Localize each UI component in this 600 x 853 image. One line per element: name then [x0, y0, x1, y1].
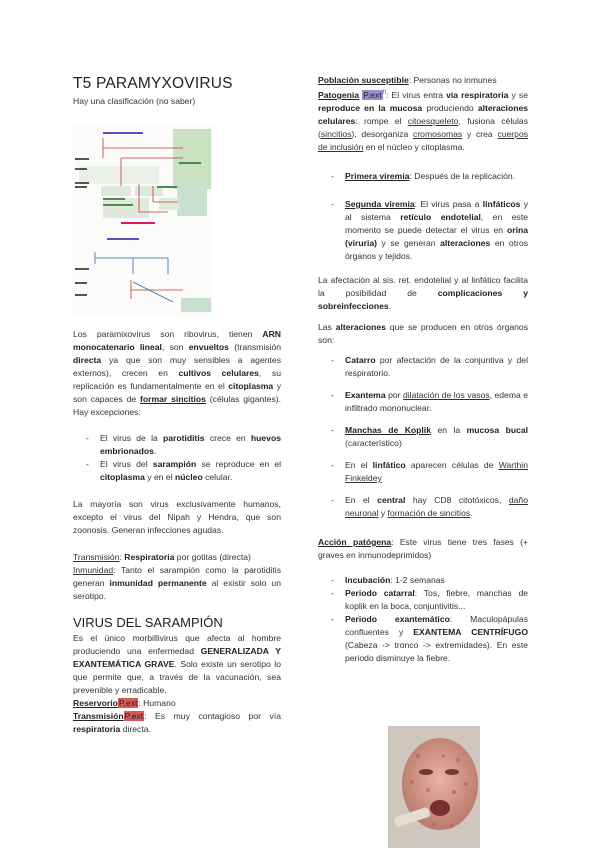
- list-item: - Manchas de Koplik en la mucosa bucal (característico): [318, 424, 528, 450]
- section-title-sarampion: VIRUS DEL SARAMPIÓN: [73, 615, 223, 630]
- list-item: - Exantema por dilatación de los vasos, edema e infiltrado mononuclear.: [318, 389, 528, 415]
- right-column: [318, 74, 528, 665]
- pext-tag: P.ext: [124, 711, 144, 721]
- sarampion-paragraph: Es el único morbillivirus que afecta al hombre produciendo una enfermedad GENERALIZADA Y EXANTEMÁTICA GRAVE. Solo existe un serotipo lo que permite que, a través de la vacunación, sea prevenible y erradicable.: [73, 633, 282, 695]
- classification-diagram: [73, 124, 213, 314]
- list-item: - Periodo exantemático: Maculopápulas confluentes y EXANTEMA CENTRÍFUGO (Cabeza -> tronco -> extremidades). En este periodo disminuye la fiebre.: [318, 613, 528, 665]
- transmision-line: Transmisión: Respiratoria por gotitas (directa): [73, 552, 251, 562]
- left-column: [73, 74, 281, 736]
- accion-patogena: Acción patógena: Este virus tiene tres fases (+ graves en inmunodeprimidos): [318, 536, 528, 560]
- poblacion-line: Población susceptible: Personas no inmunes: [318, 75, 497, 85]
- inmunidad-line: Inmunidad: Tanto el sarampión como la parotiditis generan inmunidad permanente al existir solo un serotipo.: [73, 565, 281, 601]
- exceptions-list: [73, 432, 281, 484]
- alteraciones-list: [318, 354, 528, 520]
- measles-child-photo: [388, 726, 480, 848]
- transmision-sarampion: TransmisiónP.ext: Es muy contagioso por vía respiratoria directa.: [73, 711, 281, 734]
- intro-paragraph: Los paramixovirus son ribovirus, tienen ARN monocatenario lineal, son envueltos (transmisión directa ya que son muy sensibles a agentes externos), crecen en cultivos celulares, su replicación es fundamentalmente en el citoplasma y son capaces de formar sincitios (células gigantes). Hay excepciones:: [73, 329, 282, 417]
- page-title: T5 PARAMYXOVIRUS: [73, 75, 233, 92]
- list-item: - Catarro por afectación de la conjuntiva y del respiratorio.: [318, 354, 528, 380]
- list-item: - Segunda viremia: El virus pasa a linfáticos y al sistema retículo endotelial, en este momento se puede detectar el virus en orina (viruria) y se generan alteraciones en otros órganos y tejidos.: [318, 198, 528, 263]
- viremia-list: [318, 170, 528, 263]
- list-item: - Periodo catarral: Tos, fiebre, manchas de koplik en la boca, conjuntivitis...: [318, 587, 528, 613]
- list-item: - En el central hay CD8 citotóxicos, daño neuronal y formación de sincitios.: [318, 494, 528, 520]
- list-item: - El virus del sarampión se reproduce en el citoplasma y en el núcleo celular.: [73, 458, 281, 484]
- list-item: - Incubación: 1-2 semanas: [318, 574, 528, 587]
- list-item: - En el linfático aparecen células de Warthin Finkeldey: [318, 459, 528, 485]
- classification-diagram-image: [73, 124, 213, 314]
- pext-tag: P.ext: [118, 698, 138, 708]
- alteraciones-intro: Las alteraciones que se producen en otros órganos son:: [318, 321, 528, 345]
- reservorio-line: ReservorioP.ext: Humano: [73, 698, 176, 708]
- list-item: - El virus de la parotiditis crece en huevos embrionados.: [73, 432, 281, 458]
- photo-image: [388, 726, 480, 848]
- fases-list: [318, 574, 528, 665]
- list-item: - Primera viremia: Después de la replicación.: [318, 170, 528, 183]
- afectacion-paragraph: La afectación al sis. ret. endotelial y al linfático facilita la posibilidad de complicaciones y sobreinfecciones.: [318, 274, 528, 311]
- pext-tag: P.ext: [363, 89, 382, 100]
- mayoria-paragraph: La mayoría son virus exclusivamente humanos, excepto el virus del Nipah y Hendra, que son zoonosis. Generan infecciones agudas.: [73, 499, 281, 535]
- subtitle: Hay una clasificación (no saber): [73, 96, 196, 106]
- patogenia-paragraph: Patogenia P.ext!!: El virus entra vía respiratoria y se reproduce en la mucosa produciendo alteraciones celulares: rompe el citoesqueleto, fusiona células (sincitios), desorganiza cromosomas y crea cuerpos de inclusión en el núcleo y citoplasma.: [318, 89, 529, 152]
